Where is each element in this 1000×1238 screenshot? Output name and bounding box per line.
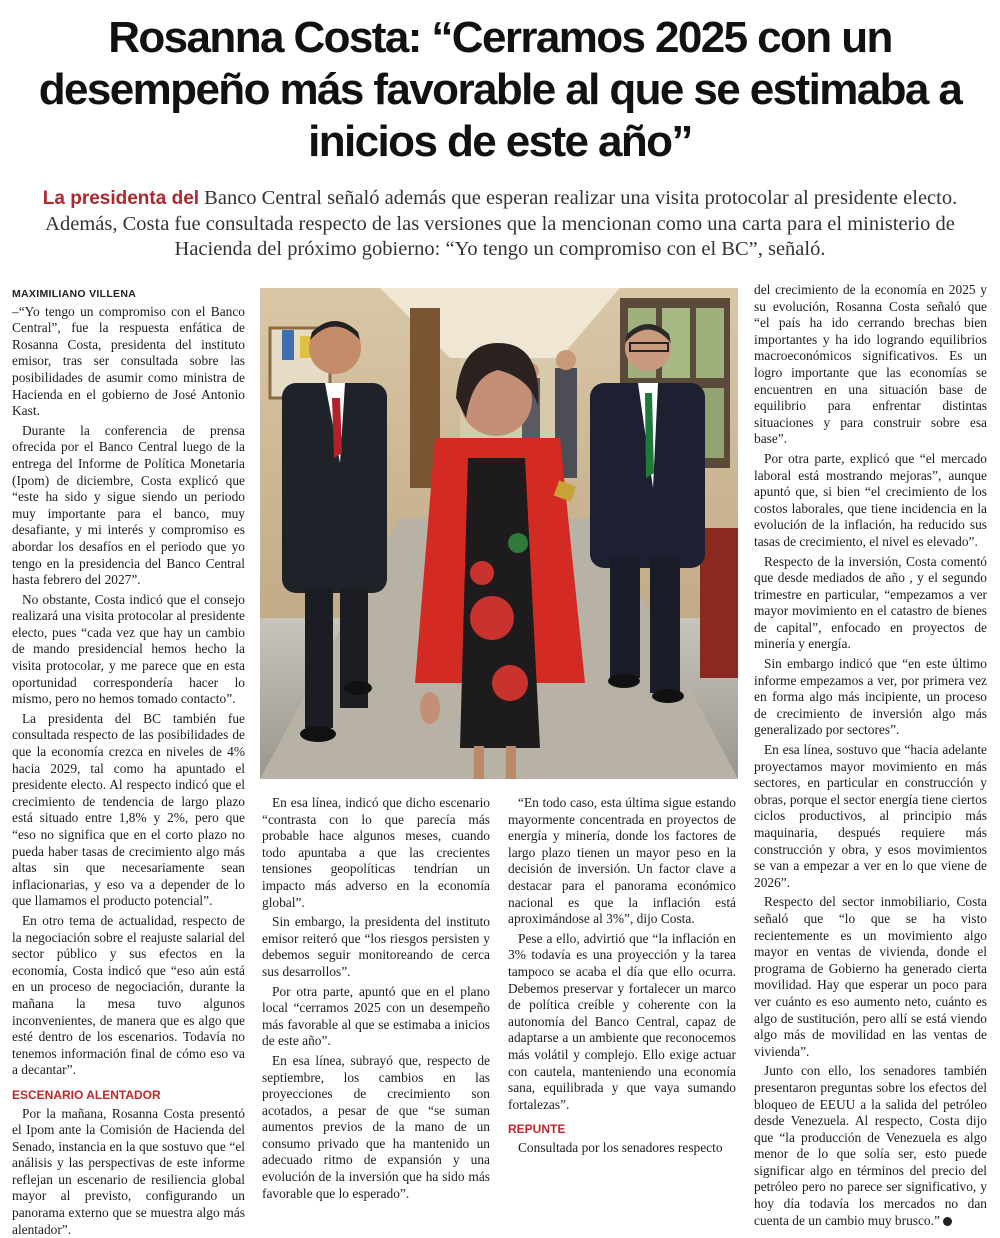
article-column-2 <box>262 795 490 1167</box>
paragraph: Pese a ello, advirtió que “la inflación en 3% todavía es una proyección y la tarea tampoco se acaba el día que ello ocurra. Debemos preservar y fortalecer un marco de política creíble y coherente con la autonomía del Banco Central, capaz de adaptarse a un ambiente que reconocemos más volátil y complejo. Ello exige actuar con cautela, manteniendo una economía sana, equilibrada y que vaya sumando fortalezas”. <box>508 931 736 1114</box>
headline: Rosanna Costa: “Cerramos 2025 con un desempeño más favorable al que se estimaba a inicios de este año” <box>20 12 980 168</box>
byline: MAXIMILIANO VILLENA <box>12 286 245 303</box>
paragraph: En esa línea, sostuvo que “hacia adelante proyectamos mayor movimiento en más sectores, en particular en construcción y obras, porque el sector energía tiene ciertos ciclos productivos, al principio más maquinaria, después requiere más construcción y obra, y esos movimientos se van a empezar a ver en lo que viene de 2026”. <box>754 742 987 891</box>
paragraph: En esa línea, indicó que dicho escenario “contrasta con lo que parecía más probable hace algunos meses, cuando todo apuntaba a que las crecientes tensiones geopolíticas tendrían un impacto más adverso en la economía global”. <box>262 795 490 911</box>
article-column-4 <box>754 282 987 1166</box>
paragraph: En otro tema de actualidad, respecto de la negociación sobre el reajuste salarial del sector público y sus efectos en la economía, Costa indicó que “eso aún está en un proceso de negociación, durante la mañana la mesa tuvo algunos inconvenientes, de manera que es algo que esté dentro de los escenarios. Todavía no tenemos información final de cómo eso va a decantar”. <box>12 913 245 1079</box>
paragraph: Respecto de la inversión, Costa comentó que desde mediados de año , y el segundo trimestre en particular, “empezamos a ver mayor movimiento en el catastro de bienes de capital”, enfocado en proyectos de minería y energía. <box>754 554 987 654</box>
lead-text: Banco Central señaló además que esperan realizar una visita protocolar al presidente electo. Además, Costa fue consultada respecto de las versiones que la mencionan como una carta para el ministerio de Hacienda del próximo gobierno: “Yo tengo un compromiso con el BC”, señaló. <box>45 187 957 260</box>
end-mark-icon <box>943 1217 952 1226</box>
paragraph: Sin embargo, la presidenta del instituto emisor reiteró que “los riesgos persisten y debemos seguir monitoreando de cerca sus desarrollos”. <box>262 914 490 980</box>
paragraph: Consultada por los senadores respecto <box>508 1140 736 1157</box>
subhead-escenario: ESCENARIO ALENTADOR <box>12 1087 245 1104</box>
subhead-repunte: REPUNTE <box>508 1121 736 1138</box>
lead-kicker: La presidenta del <box>43 188 199 209</box>
paragraph: No obstante, Costa indicó que el consejo realizará una visita protocolar al presidente electo, pues “cada vez que hay un cambio de mando presidencial hemos hecho la visita protocolar, y me parece que en esta oportunidad correspondería hacer lo mismo, pero no hemos tomado contacto”. <box>12 592 245 708</box>
paragraph: Por la mañana, Rosanna Costa presentó el Ipom ante la Comisión de Hacienda del Senado, instancia en la que sostuvo que “el análisis y las perspectivas de este informe reflejan un escenario de resiliencia global mayor al previsto, configurando un panorama externo que se muestra algo más alentador”. <box>12 1106 245 1238</box>
paragraph-final <box>754 1063 987 1229</box>
paragraph: Durante la conferencia de prensa ofrecida por el Banco Central luego de la entrega del Informe de Política Monetaria (Ipom) de diciembre, Costa explicó que “este ha sido y sigue siendo un periodo muy importante para el banco, muy desafiante, y mi interés y compromiso es abordar los desafíos en el periodo que yo tengo en la presidencia del Banco Central hasta febrero del 2027”. <box>12 423 245 589</box>
paragraph: “En todo caso, esta última sigue estando mayormente concentrada en proyectos de energía y minería, donde los factores de largo plazo tienen un mayor peso en la decisión de inversión. Un factor clave a destacar para el panorama económico nacional es que la inflación está aproximándose al 3%”, dijo Costa. <box>508 795 736 928</box>
article-photo <box>260 288 738 779</box>
paragraph: Sin embargo indicó que “en este último informe empezamos a ver, por primera vez en forma algo más incipiente, un proceso de crecimiento de inversión algo más generalizado por sectores”. <box>754 656 987 739</box>
lead-paragraph <box>25 186 975 263</box>
paragraph: del crecimiento de la economía en 2025 y su evolución, Rosanna Costa señaló que “el país ha ido cerrando brechas bien importantes y ha ido logrando equilibrios macroeconómicos significativos. Es un logro importante que las economías se encuentren en una situación base de equilibrio para enfrentar distintas situaciones y para construir sobre esa base”. <box>754 282 987 448</box>
paragraph: En esa línea, subrayó que, respecto de septiembre, los cambios en las proyecciones de crecimiento son acotados, a pesar de que “se suman aumentos previos de la mano de un consumo privado que ha mantenido un adecuado ritmo de expansión y una evolución de la inversión que ha sido más favorable que lo esperado”. <box>262 1053 490 1202</box>
article-column-3 <box>508 795 736 1167</box>
paragraph: La presidenta del BC también fue consultada respecto de las posibilidades de que la economía crezca en niveles de 4% hacia 2029, tal como ha apuntado el presidente electo. Al respecto indicó que el crecimiento de tendencia de largo plazo está situado entre 1,8% y 2%, pero que “eso no significa que en el corto plazo no pueda haber tasas de crecimiento algo más altas sin que necesariamente sean inflacionarias, y eso va a depender de lo que llamamos el producto potencial”. <box>12 711 245 910</box>
paragraph: –“Yo tengo un compromiso con el Banco Central”, fue la respuesta enfática de Rosanna Costa, presidenta del instituto emisor, tras ser consultada sobre las posibilidades de asumir como ministra de Hacienda en el gobierno de José Antonio Kast. <box>12 304 245 420</box>
paragraph-final-text: Junto con ello, los senadores también presentaron preguntas sobre los efectos del bloqueo de EEUU a la salida del petróleo desde Venezuela. Al respecto, Costa dijo que “la producción de Venezuela es algo menor de lo que solía ser, esto puede significar algo en términos del precio del petróleo pero no parece ser significativo, y hoy día todavía los mercados no dan cuenta de un cambio muy brusco.” <box>754 1063 987 1227</box>
article-column-1 <box>12 286 245 1166</box>
paragraph: Respecto del sector inmobiliario, Costa señaló que “lo que se ha visto recientemente es un movimiento algo mayor en ventas de vivienda, donde el programa de Gobierno ha generado cierta movilidad. Hay que esperar un poco para ver cuánto es eso aumento neto, cuánto es algo de sustitución, pero allí se está viendo algo más de movilidad en las ventas de vivienda”. <box>754 894 987 1060</box>
paragraph: Por otra parte, explicó que “el mercado laboral está mostrando mejoras”, aunque apuntó que, si bien “el crecimiento de los costos laborales, que tiene incidencia en la evolución de la inflación, ha reducido sus tasas de crecimiento, el nivel es elevado”. <box>754 451 987 551</box>
photo-illustration <box>260 288 738 779</box>
paragraph: Por otra parte, apuntó que en el plano local “cerramos 2025 con un desempeño más favorable al que se estimaba a inicios de este año”. <box>262 984 490 1050</box>
